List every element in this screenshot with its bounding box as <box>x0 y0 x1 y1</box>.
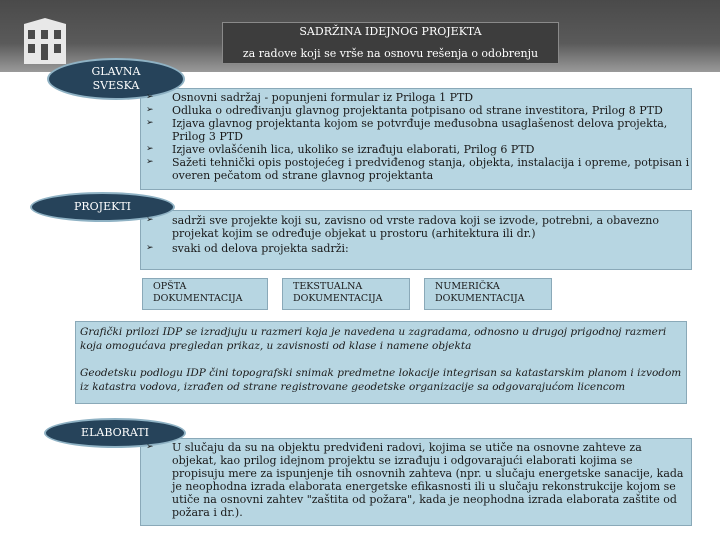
bullet-arrow-icon: ➢ <box>146 442 154 452</box>
bullet-arrow-icon: ➢ <box>146 144 154 154</box>
title-box <box>222 22 559 64</box>
list-item: ➢ Odluka o određivanju glavnog projektanta potpisano od strane investitora, Prilog 8 PTD <box>146 104 663 117</box>
list-item: ➢ Izjava glavnog projektanta kojom se potvrđuje međusobna usaglašenost delova projekta, Prilog 3 PTD <box>146 117 668 143</box>
projekti-label: PROJEKTI <box>30 192 175 222</box>
glavna-sveska-list <box>146 91 690 182</box>
building-logo-icon <box>24 18 66 64</box>
list-item: ➢ svaki od delova projekta sadrži: <box>146 242 349 255</box>
list-item: ➢ Sažeti tehnički opis postojećeg i predviđenog stanja, objekta, instalacija i opreme, potpisan i overen pečatom od strane glavnog projektanta <box>146 156 690 182</box>
bullet-arrow-icon: ➢ <box>146 243 154 253</box>
list-item: ➢ Osnovni sadržaj - popunjeni formular iz Priloga 1 PTD <box>146 91 474 104</box>
bullet-arrow-icon: ➢ <box>146 157 154 167</box>
list-item: ➢ sadrži sve projekte koji su, zavisno od vrste radova koji se izvode, potrebni, a obavezno projekat kojim se određuje objekat u prostoru (arhitektura ili dr.) <box>146 214 659 240</box>
list-item: ➢ Izjave ovlašćenih lica, ukoliko se izrađuju elaborati, Prilog 6 PTD <box>146 143 535 156</box>
page-title: SADRŽINA IDEJNOG PROJEKTA <box>299 25 482 38</box>
bullet-arrow-icon: ➢ <box>146 215 154 225</box>
notes-box <box>75 321 687 404</box>
tekstualna-dokumentacija-box: TEKSTUALNA DOKUMENTACIJA <box>282 278 410 310</box>
projekti-list <box>146 214 690 255</box>
bullet-arrow-icon: ➢ <box>146 118 154 128</box>
note-graficki-prilozi: Grafički prilozi IDP se izradjuju u razmeri koja je navedena u zagradama, odnosno u drugoj prigodnoj razmeri koja omogućava pregledan prikaz, u zavisnosti od klase i namene objekta <box>80 326 667 352</box>
bullet-arrow-icon: ➢ <box>146 92 154 102</box>
glavna-sveska-label: GLAVNA SVESKA <box>47 58 185 100</box>
elaborati-label: ELABORATI <box>44 418 186 448</box>
bullet-arrow-icon: ➢ <box>146 105 154 115</box>
opsta-dokumentacija-box: OPŠTA DOKUMENTACIJA <box>142 278 268 310</box>
elaborati-list <box>146 441 686 519</box>
list-item: ➢ U slučaju da su na objektu predviđeni radovi, kojima se utiče na osnovne zahteve za objekat, kao prilog idejnom projektu se izrađuju i odgovarajući elaborati kojima se propisuju mere za ispunjenje tih osnovnih zahteva (npr. u slučaju energetske sanacije, kada je neophodna izrada elaborata energetske efikasnosti ili u slučaju rekonstrukcije kojom se utiče na osnovni zahtev "zaštita od požara", kada je neophodna izrada elaborata zaštite od požara i dr.). <box>146 441 684 519</box>
numericka-dokumentacija-box: NUMERIČKA DOKUMENTACIJA <box>424 278 552 310</box>
note-geodetska-podloga: Geodetsku podlogu IDP čini topografski snimak predmetne lokacije integrisan sa katastarskim planom i izvodom iz katastra vodova, izrađen od strane registrovane geodetske organizacije sa odgovarajućom licencom <box>80 367 682 393</box>
page-subtitle: za radove koji se vrše na osnovu rešenja o odobrenju <box>242 47 539 60</box>
